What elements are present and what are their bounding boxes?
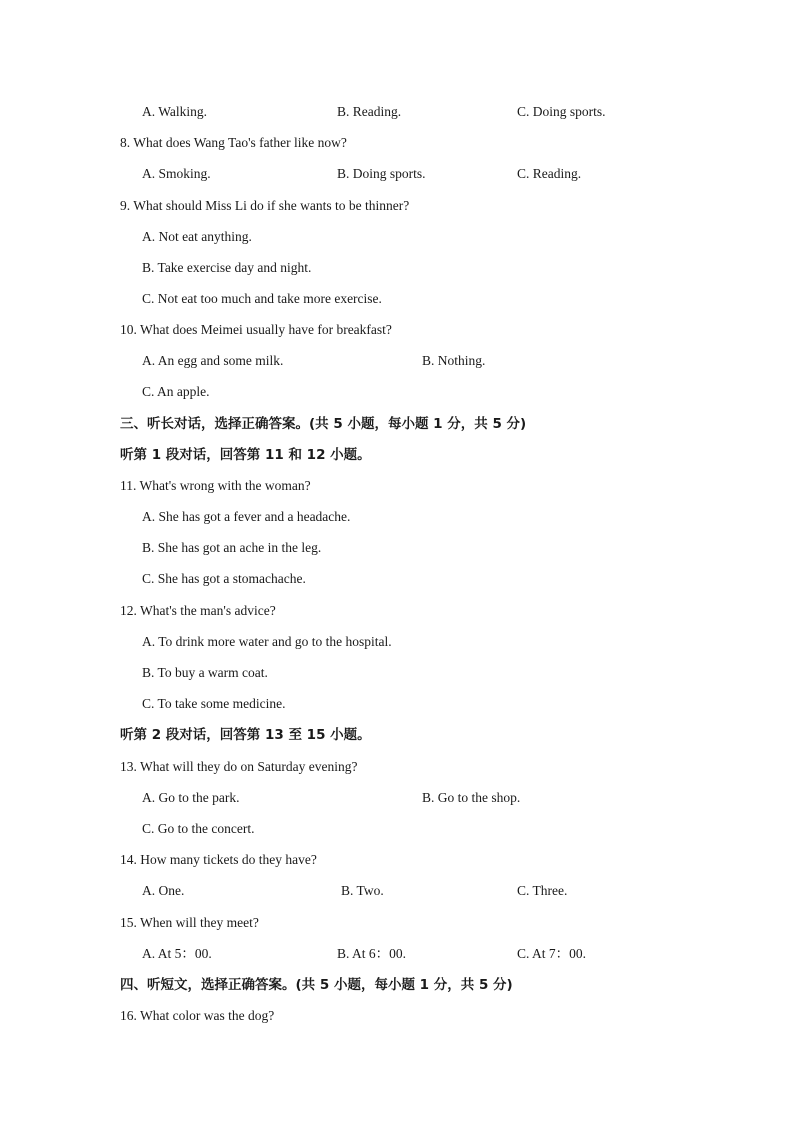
dialog2-heading: 听第 2 段对话，回答第 13 至 15 小题。 — [120, 727, 371, 743]
q16-question-line — [0, 1006, 794, 1026]
q15-options — [0, 944, 794, 964]
q11-question-line — [0, 476, 794, 496]
dialog2-heading-line — [0, 725, 794, 745]
q13-options-ab — [0, 788, 794, 808]
q13-option-c: C. Go to the concert. — [142, 821, 255, 836]
q14-option-c: C. Three. — [517, 883, 568, 898]
q14-question: 14. How many tickets do they have? — [120, 852, 317, 867]
q8-option-c: C. Reading. — [517, 166, 582, 181]
q7-option-a: A. Walking. — [142, 104, 208, 119]
q14-option-b: B. Two. — [341, 883, 384, 898]
q14-option-a: A. One. — [142, 883, 185, 898]
q9-question: 9. What should Miss Li do if she wants to be thinner? — [120, 198, 410, 213]
q15-option-c: C. At 7：00. — [517, 946, 587, 961]
q11-option-c: C. She has got a stomachache. — [142, 571, 306, 586]
q13-question-line — [0, 757, 794, 777]
q8-question-line — [0, 133, 794, 153]
q10-option-c-line — [0, 382, 794, 402]
q10-option-b: B. Nothing. — [422, 353, 486, 368]
q12-option-c: C. To take some medicine. — [142, 696, 286, 711]
q12-option-b-line — [0, 663, 794, 683]
q11-option-c-line — [0, 569, 794, 589]
q12-option-c-line — [0, 694, 794, 714]
q7-option-b: B. Reading. — [337, 104, 402, 119]
q9-option-b: B. Take exercise day and night. — [142, 260, 312, 275]
q7-option-c: C. Doing sports. — [517, 104, 606, 119]
q8-question: 8. What does Wang Tao's father like now? — [120, 135, 347, 150]
q14-options — [0, 881, 794, 901]
q13-option-b: B. Go to the shop. — [422, 790, 521, 805]
q14-question-line — [0, 850, 794, 870]
q8-option-b: B. Doing sports. — [337, 166, 426, 181]
q8-option-a: A. Smoking. — [142, 166, 211, 181]
dialog1-heading: 听第 1 段对话，回答第 11 和 12 小题。 — [120, 447, 371, 463]
q13-option-a: A. Go to the park. — [142, 790, 240, 805]
section3-heading: 三、听长对话，选择正确答案。(共 5 小题，每小题 1 分，共 5 分) — [120, 416, 527, 432]
q10-question-line — [0, 320, 794, 340]
q12-option-a: A. To drink more water and go to the hospital. — [142, 634, 392, 649]
q9-option-a-line — [0, 227, 794, 247]
q9-option-c-line — [0, 289, 794, 309]
q12-option-b: B. To buy a warm coat. — [142, 665, 268, 680]
q10-options-ab — [0, 351, 794, 371]
q11-option-b-line — [0, 538, 794, 558]
q12-question: 12. What's the man's advice? — [120, 603, 276, 618]
q15-question: 15. When will they meet? — [120, 915, 259, 930]
q7-options — [0, 102, 794, 122]
q15-option-a: A. At 5：00. — [142, 946, 212, 961]
q8-options — [0, 164, 794, 184]
q10-option-c: C. An apple. — [142, 384, 210, 399]
q13-question: 13. What will they do on Saturday evening? — [120, 759, 358, 774]
q10-question: 10. What does Meimei usually have for breakfast? — [120, 322, 392, 337]
q12-question-line — [0, 601, 794, 621]
q15-option-b: B. At 6：00. — [337, 946, 407, 961]
q11-option-a-line — [0, 507, 794, 527]
q13-option-c-line — [0, 819, 794, 839]
q9-option-a: A. Not eat anything. — [142, 229, 252, 244]
q15-question-line — [0, 913, 794, 933]
section4-heading-line — [0, 975, 794, 995]
q11-question: 11. What's wrong with the woman? — [120, 478, 311, 493]
section3-heading-line — [0, 414, 794, 434]
q9-option-b-line — [0, 258, 794, 278]
q16-question: 16. What color was the dog? — [120, 1008, 275, 1023]
q9-option-c: C. Not eat too much and take more exercise. — [142, 291, 382, 306]
dialog1-heading-line — [0, 445, 794, 465]
section4-heading: 四、听短文，选择正确答案。(共 5 小题，每小题 1 分，共 5 分) — [120, 977, 513, 993]
q9-question-line — [0, 196, 794, 216]
q12-option-a-line — [0, 632, 794, 652]
q10-option-a: A. An egg and some milk. — [142, 353, 284, 368]
q11-option-b: B. She has got an ache in the leg. — [142, 540, 322, 555]
q11-option-a: A. She has got a fever and a headache. — [142, 509, 351, 524]
